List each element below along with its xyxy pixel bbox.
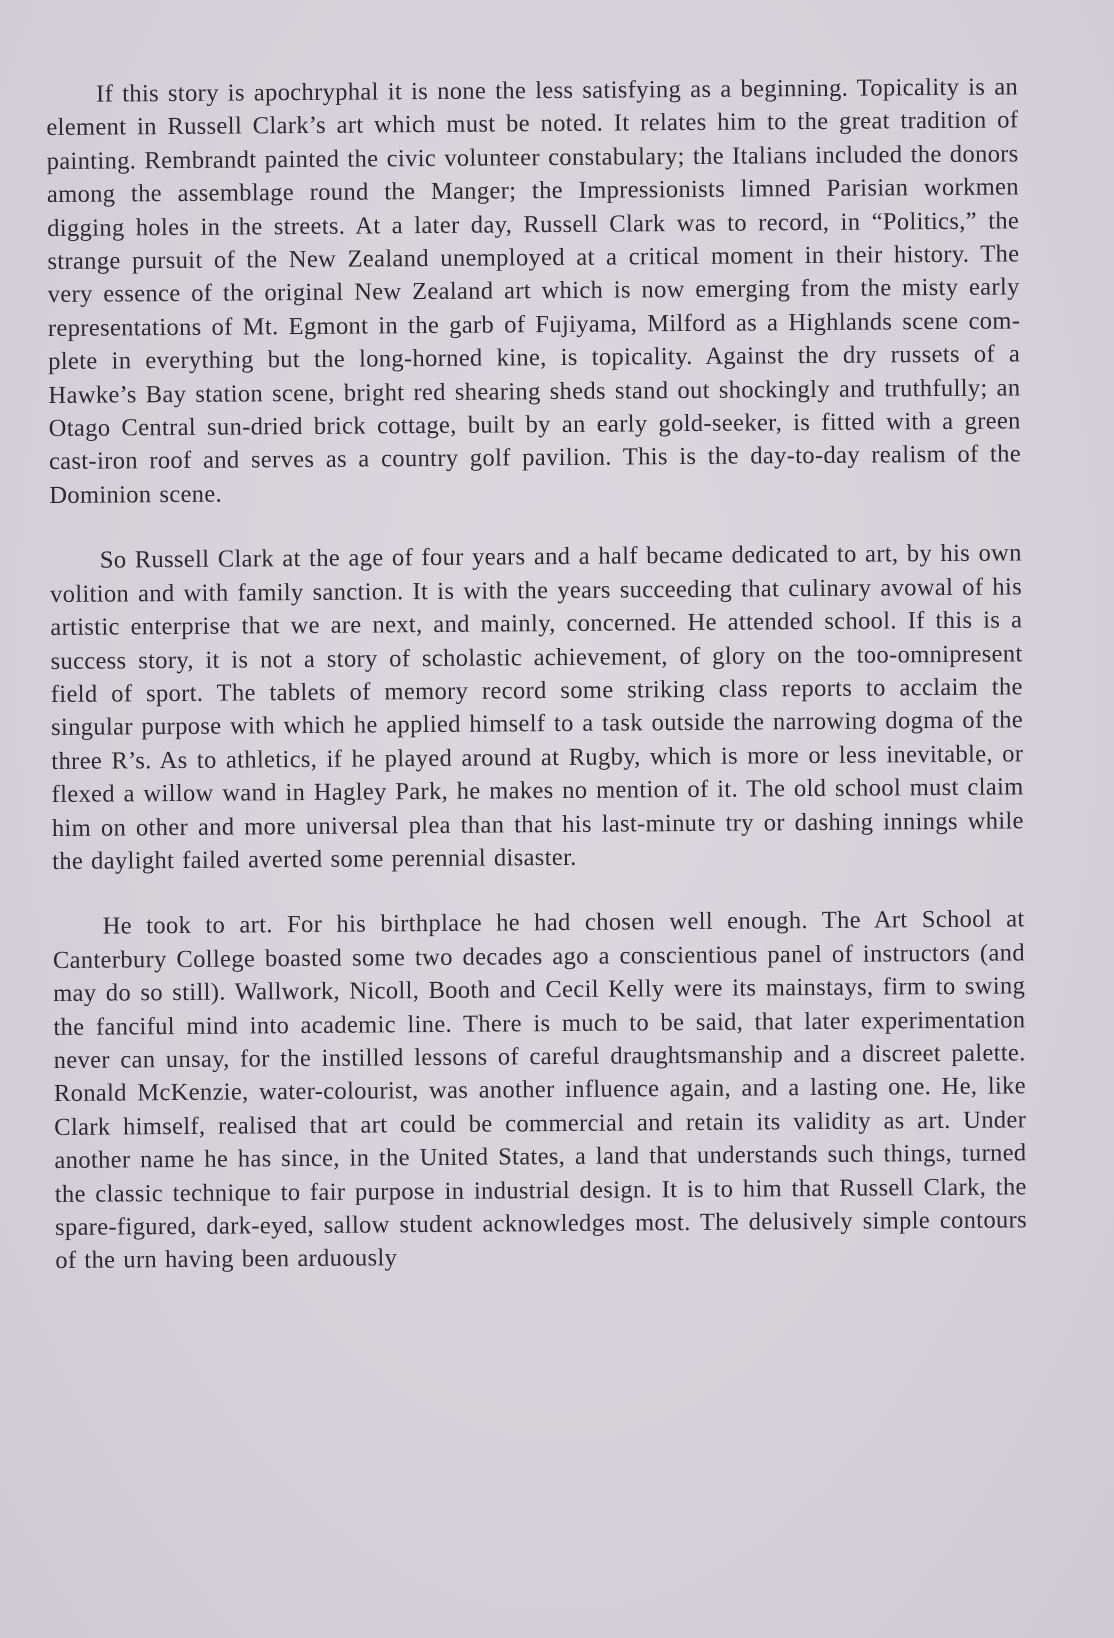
paragraph-2: So Russell Clark at the age of four years and a half became dedicated to art, by his own volition and with family sanction. It is with the years succeeding that culinary avowal of his artistic enterprise that we are next, and mainly, concerned. He attended school. If this is a success story, it is not a story of scholastic achievement, of glory on the too-omnipresent field of sport. The tablets of memory record some striking class reports to acclaim the singular purpose with which he applied himself to a task outside the narrowing dogma of the three R’s. As to athletics, if he played around at Rugby, which is more or less inevitable, or flexed a willow wand in Hagley Park, he makes no mention of it. The old school must claim him on other and more universal plea than that his last-minute try or dashing innings while the daylight failed averted some perennial disaster. (49, 539, 1024, 875)
paragraph-1: If this story is apochryphal it is none the less satisfying as a beginning. Topicality is an element in Russell Clark’s art which must be noted. It relates him to the great tradition of painting. Rembrandt painted the civic volunteer constabulary; the Italians included the donors among the assemblage round the Manger; the Impressionists limned Parisian workmen digging holes in the streets. At a later day, Russell Clark was to record, in “Politics,” the strange pursuit of the New Zealand unemployed at a critical moment in their history. The very essence of the original New Zealand art which is now emerging from the misty early representations of Mt. Egmont in the garb of Fujiyama, Milford as a Highlands scene complete in everything but the long-horned kine, is topicality. Against the dry russets of a Hawke’s Bay station scene, bright red shearing sheds stand out shockingly and truthfully; an Otago Central sun-dried brick cottage, built by an early gold-seeker, is fitted with a green cast-iron roof and serves as a country golf pavilion. This is the day-to-day realism of the Dominion scene. (46, 73, 1022, 509)
paragraph-3: He took to art. For his birthplace he had chosen well enough. The Art School at Canterbury College boasted some two decades ago a conscientious panel of instructors (and may do so still). Wallwork, Nicoll, Booth and Cecil Kelly were its mainstays, firm to swing the fanciful mind into academic line. There is much to be said, that later experimentation never can unsay, for the instilled lessons of careful draughtsmanship and a discreet palette. Ronald McKenzie, water-colourist, was another influence again, and a lasting one. He, like Clark himself, realised that art could be commercial and retain its validity as art. Under another name he has since, in the United States, a land that understands such things, turned the classic technique to fair purpose in industrial design. It is to him that Russell Clark, the spare-figured, dark-eyed, sallow student acknowledges most. The delusively simple contours of the urn having been arduously (52, 905, 1028, 1275)
body-text (46, 70, 1027, 1277)
